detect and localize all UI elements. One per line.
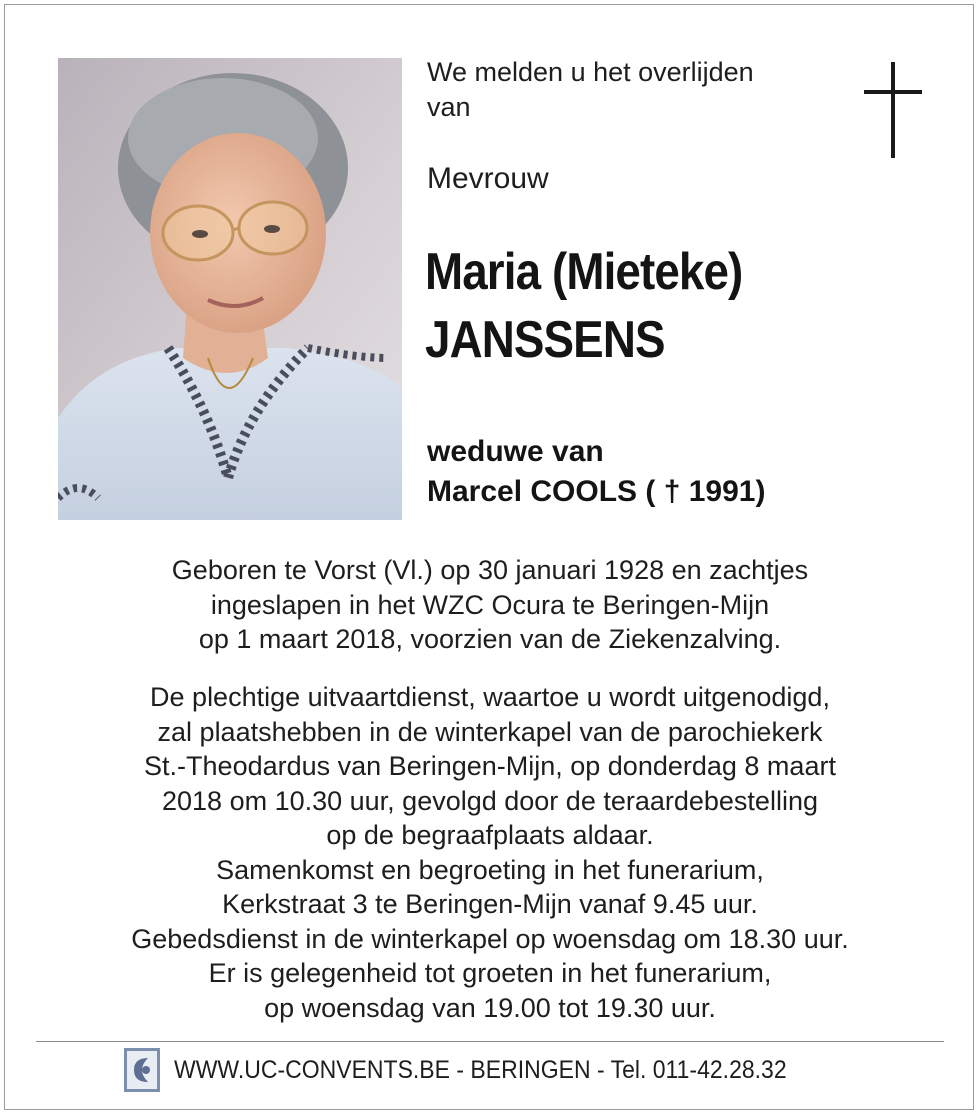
paragraph-line: zal plaatshebben in de winterkapel van de parochiekerk: [157, 716, 823, 747]
paragraph-line: Kerkstraat 3 te Beringen-Mijn vanaf 9.45 uur.: [222, 889, 758, 919]
birth-death-paragraph: [36, 553, 944, 657]
paragraph-line: De plechtige uitvaartdienst, waartoe u wordt uitgenodigd,: [150, 682, 830, 712]
footer-divider: [36, 1041, 944, 1042]
spouse-name: Marcel COOLS ( † 1991): [427, 475, 766, 508]
portrait-photo: [58, 58, 402, 520]
paragraph-line: Gebedsdienst in de winterkapel op woensdag om 18.30 uur.: [131, 923, 849, 954]
deceased-name: [425, 238, 742, 374]
funeral-details-paragraph: [36, 680, 944, 1025]
spouse-info: [427, 432, 765, 512]
paragraph-line: 2018 om 10.30 uur, gevolgd door de teraardebestelling: [162, 785, 818, 816]
paragraph-line: op de begraafplaats aldaar.: [326, 820, 654, 850]
paragraph-line: Er is gelegenheid tot groeten in het funerarium,: [208, 958, 772, 988]
spouse-label: weduwe van: [427, 435, 604, 468]
paragraph-line: Samenkomst en begroeting in het funerarium,: [216, 854, 764, 885]
intro-line-2: van: [427, 92, 471, 122]
footer-contact: WWW.UC-CONVENTS.BE - BERINGEN - Tel. 011-42.28.32: [174, 1055, 787, 1084]
paragraph-line: op woensdag van 19.00 tot 19.30 uur.: [264, 992, 716, 1023]
footer: [124, 1048, 840, 1092]
paragraph-line: Geboren te Vorst (Vl.) op 30 januari 1928 en zachtjes: [171, 555, 809, 585]
deceased-surname: JANSSENS: [425, 311, 665, 369]
paragraph-line: St.-Theodardus van Beringen-Mijn, op donderdag 8 maart: [144, 751, 836, 781]
intro-line-1: We melden u het overlijden: [427, 57, 754, 87]
funeral-home-logo-icon: [124, 1048, 160, 1092]
paragraph-line: ingeslapen in het WZC Ocura te Beringen-Mijn: [210, 589, 770, 620]
deceased-name-line-1: Maria (Mieteke): [425, 243, 743, 301]
intro-text: [427, 55, 847, 125]
cross-icon: [864, 62, 922, 158]
honorific: Mevrouw: [427, 162, 549, 195]
paragraph-line: op 1 maart 2018, voorzien van de Ziekenzalving.: [198, 624, 782, 654]
